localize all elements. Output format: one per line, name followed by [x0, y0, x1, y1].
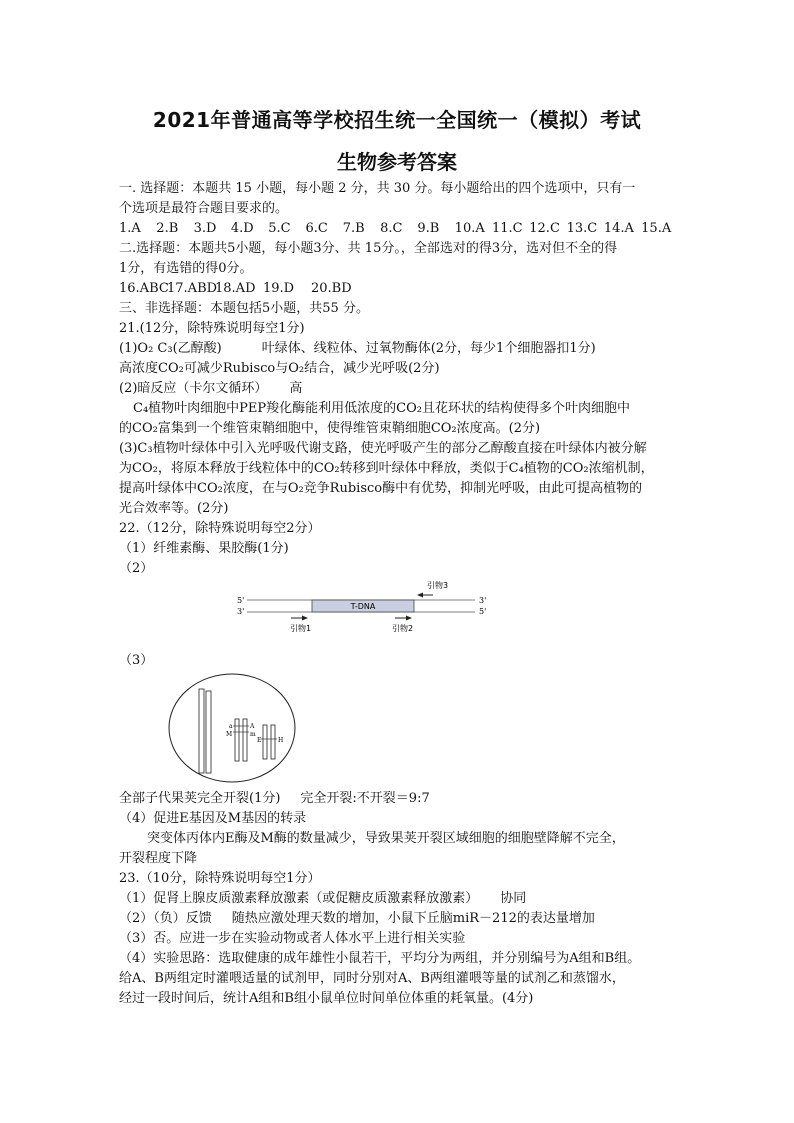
chromosome	[271, 725, 275, 759]
gene-label-m: m	[250, 731, 256, 738]
q23-line	[119, 909, 679, 929]
answer-item: 16.ABC	[119, 281, 169, 296]
q23-answer-2a: （2）（负）反馈	[119, 911, 212, 926]
end-5prime-bottom: 5'	[479, 607, 487, 616]
tdna-primer-diagram	[119, 579, 679, 651]
end-3prime-bottom-left: 3'	[237, 607, 245, 616]
q23-heading: 23.（10分，除特殊说明每空1分）	[119, 871, 321, 886]
document-title: 2021年普通高等学校招生统一全国统一（模拟）考试	[152, 108, 642, 132]
sec3-heading: 三、非选择题：本题包括5小题，共55 分。	[119, 301, 369, 316]
q21-answer-1a: (1)O₂ C₃(乙醇酸)	[119, 341, 222, 356]
gene-label-A: A	[250, 723, 255, 730]
q21-line	[119, 339, 679, 359]
q23-line: （4）实验思路：选取健康的成年雄性小鼠若干，平均分为两组，并分别编号为A组和B组。	[119, 951, 641, 966]
q23-line	[119, 889, 679, 909]
q22-line: （2）	[119, 561, 154, 576]
answer-item: 8.C	[380, 221, 403, 236]
chromosome	[199, 689, 204, 773]
q21-line: C₄植物叶肉细胞中PEP羧化酶能利用低浓度的CO₂且花环状的结构使得多个叶肉细胞中	[133, 401, 630, 416]
q23-line: （3）否。应进一步在实验动物或者人体水平上进行相关实验	[119, 931, 466, 946]
answer-item: 3.D	[193, 221, 217, 236]
answer-item: 10.A	[454, 221, 485, 236]
primer3-arrowhead	[417, 593, 423, 598]
q22-line: （3）	[119, 653, 154, 668]
q22-heading: 22.（12分，除特殊说明每空2分）	[119, 521, 321, 536]
end-5prime-top: 5'	[237, 596, 245, 605]
gene-label-M: M	[226, 731, 233, 738]
sec2-answers	[119, 279, 679, 299]
gene-label-a: a	[229, 723, 233, 730]
q23-answer-1a: （1）促肾上腺皮质激素释放激素（或促糖皮质激素释放激素）	[119, 891, 479, 906]
answer-item: 9.B	[417, 221, 440, 236]
answer-item: 6.C	[305, 221, 328, 236]
answer-item: 2.B	[156, 221, 179, 236]
tdna-label: T-DNA	[350, 602, 376, 611]
q21-line: 为CO₂，将原本释放于线粒体中的CO₂转移到叶绿体中释放，类似于C₄植物的CO₂浓缩机制，	[119, 461, 654, 476]
end-3prime-top: 3'	[479, 596, 487, 605]
q22-line: （1）纤维素酶、果胶酶(1分)	[119, 541, 289, 556]
q22-line: （4）促进E基因及M基因的转录	[119, 811, 307, 826]
q21-answer-1b: 叶绿体、线粒体、过氧物酶体(2分，每少1个细胞器扣1分)	[261, 341, 596, 356]
sec1-answers	[119, 219, 679, 239]
chromosome-cell-diagram	[119, 671, 679, 789]
q22-answer-3b: 完全开裂:不开裂＝9:7	[300, 791, 430, 806]
q22-line: 突变体丙体内E酶及M酶的数量减少，导致果荚开裂区域细胞的细胞壁降解不完全，	[147, 831, 625, 846]
q21-line: 的CO₂富集到一个维管束鞘细胞中，使得维管束鞘细胞CO₂浓度高。(2分)	[119, 421, 541, 436]
answer-item: 1.A	[119, 221, 141, 236]
q23-answer-2b: 随热应激处理天数的增加，小鼠下丘脑miR－212的表达量增加	[231, 911, 595, 926]
gene-label-H: H	[278, 737, 284, 744]
sec2-heading: 二.选择题：本题共5小题，每小题3分、共 15分。，全部选对的得3分，选对但不全的得	[119, 241, 618, 256]
q21-line	[119, 379, 679, 399]
q22-answer-3a: 全部子代果荚完全开裂(1分)	[119, 791, 281, 806]
answer-item: 15.A	[641, 221, 672, 236]
primer2-arrowhead	[406, 616, 412, 621]
q23-line: 给A、B两组定时灌喂适量的试剂甲，同时分别对A、B两组灌喂等量的试剂乙和蒸馏水，	[119, 971, 625, 986]
primer1-label: 引物1	[290, 624, 312, 633]
sec1-heading: 一. 选择题：本题共 15 小题，每小题 2 分，共 30 分。每小题给出的四个选项中，只有一	[119, 181, 636, 196]
chromosome	[263, 725, 267, 759]
primer1-arrowhead	[302, 616, 308, 621]
sec2-heading-cont: 1分，有选错的得0分。	[119, 261, 253, 276]
chromosome	[243, 719, 247, 761]
answer-item: 20.BD	[311, 281, 352, 296]
answer-item: 13.C	[566, 221, 598, 236]
q21-heading: 21.(12分，除特殊说明每空1分)	[119, 321, 305, 336]
answer-item: 14.A	[603, 221, 634, 236]
q23-line: 经过一段时间后，统计A组和B组小鼠单位时间单位体重的耗氧量。(4分)	[119, 991, 534, 1006]
q21-line: 高浓度CO₂可减少Rubisco与O₂结合，减少光呼吸(2分)	[119, 361, 440, 376]
q21-line: 光合效率等。(2分)	[119, 501, 229, 516]
gene-label-E: E	[257, 737, 262, 744]
answer-item: 17.ABD	[167, 281, 218, 296]
q22-line	[119, 789, 679, 809]
answer-item: 12.C	[529, 221, 560, 236]
answer-item: 11.C	[491, 221, 523, 236]
q21-line: 提高叶绿体中CO₂浓度，在与O₂竞争Rubisco酶中有优势，抑制光呼吸，由此可提高植物的	[119, 481, 643, 496]
answer-item: 18.AD	[215, 281, 256, 296]
chromosome	[206, 691, 211, 773]
document-subtitle: 生物参考答案	[337, 150, 457, 174]
answer-item: 4.D	[230, 221, 254, 236]
answer-item: 5.C	[268, 221, 291, 236]
answer-body	[119, 179, 679, 1009]
q23-answer-1b: 协同	[500, 891, 527, 906]
q21-answer-2b: 高	[289, 381, 303, 396]
q21-line: (3)C₃植物叶绿体中引入光呼吸代谢支路，使光呼吸产生的部分乙醇酸直接在叶绿体内被分解	[119, 441, 647, 456]
q22-line: 开裂程度下降	[119, 851, 198, 866]
answer-item: 7.B	[342, 221, 365, 236]
primer2-label: 引物2	[392, 624, 414, 633]
sec1-heading-cont: 个选项是最符合题目要求的。	[119, 201, 289, 216]
primer3-label: 引物3	[427, 581, 449, 590]
answer-item: 19.D	[263, 281, 295, 296]
q21-answer-2a: (2)暗反应（卡尔文循环）	[119, 381, 268, 396]
chromosome	[235, 719, 239, 761]
